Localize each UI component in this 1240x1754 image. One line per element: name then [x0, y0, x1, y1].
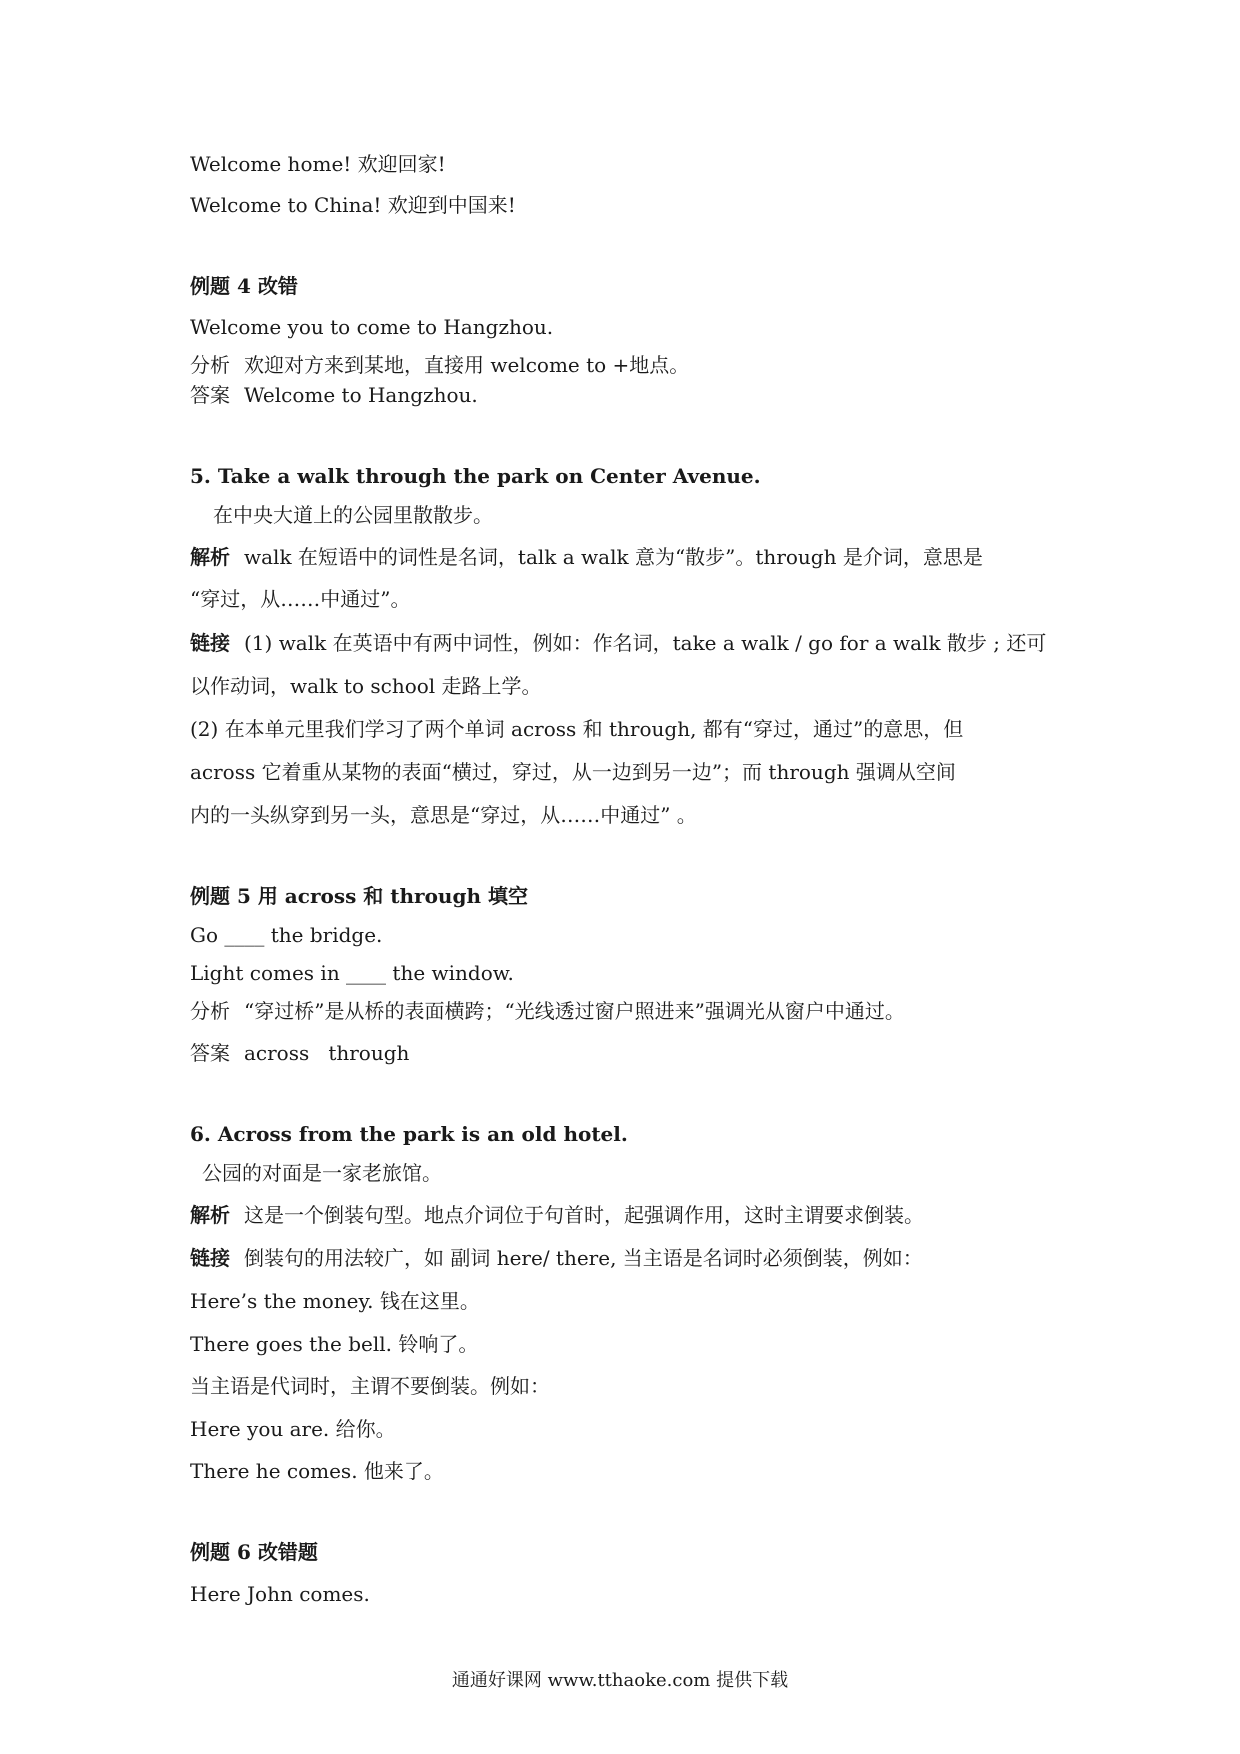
- analysis-text-2: “穿过桥”是从桥的表面横跨；“光线透过窗户照进来”强调光从窗户中通过。: [244, 999, 905, 1023]
- explanation-label-2: 解析: [190, 1203, 230, 1227]
- link-continued-1: 以作动词，walk to school 走路上学。: [190, 674, 542, 698]
- page-footer: 通通好课网 www.tthaoke.com 提供下载: [451, 1670, 789, 1691]
- example-sentence-he-comes: There he comes. 他来了。: [190, 1459, 444, 1483]
- section-heading-5: 5. Take a walk through the park on Center Avenue.: [190, 464, 761, 488]
- analysis-line-2: [190, 997, 905, 1025]
- example-sentence-welcome-home: Welcome home! 欢迎回家!: [190, 152, 446, 176]
- answer-label-2: 答案: [190, 1041, 230, 1065]
- answer-line-2: [190, 1039, 409, 1067]
- analysis-line: [190, 351, 689, 379]
- explanation-continued: “穿过，从……中通过”。: [190, 587, 411, 611]
- example-sentence-welcome-china: Welcome to China! 欢迎到中国来!: [190, 193, 516, 217]
- section-heading-6: 6. Across from the park is an old hotel.: [190, 1122, 628, 1146]
- answer-line: [190, 381, 478, 409]
- explanation-line-2: [190, 1201, 924, 1229]
- answer-text-2: across through: [244, 1041, 410, 1065]
- fill-blank-1: Go ____ the bridge.: [190, 923, 383, 947]
- pronoun-rule: 当主语是代词时，主谓不要倒装。例如：: [190, 1374, 550, 1398]
- link-text: (1) walk 在英语中有两中词性，例如：作名词，take a walk / go for a walk 散步 ; 还可: [244, 631, 1047, 655]
- example-sentence-money: Here’s the money. 钱在这里。: [190, 1289, 480, 1313]
- answer-label: 答案: [190, 383, 230, 407]
- explanation-line: [190, 543, 983, 571]
- question-sentence-2: Here John comes.: [190, 1582, 370, 1606]
- link-text-2: 倒装句的用法较广，如 副词 here/ there, 当主语是名词时必须倒装，例如：: [244, 1246, 923, 1270]
- translation-line-2: 公园的对面是一家老旅馆。: [202, 1161, 442, 1185]
- section-heading-example-4: 例题 4 改错: [190, 274, 298, 298]
- link-line-2: [190, 1244, 923, 1272]
- link-continued-3: across 它着重从某物的表面“横过，穿过，从一边到另一边”；而 through 强调从空间: [190, 760, 956, 784]
- link-continued-2: (2) 在本单元里我们学习了两个单词 across 和 through, 都有“穿过，通过”的意思，但: [190, 717, 964, 741]
- analysis-text: 欢迎对方来到某地，直接用 welcome to +地点。: [244, 353, 690, 377]
- answer-text: Welcome to Hangzhou.: [244, 383, 478, 407]
- analysis-label-2: 分析: [190, 999, 230, 1023]
- explanation-label: 解析: [190, 545, 230, 569]
- section-heading-example-6: 例题 6 改错题: [190, 1540, 318, 1564]
- link-continued-4: 内的一头纵穿到另一头，意思是“穿过，从……中通过” 。: [190, 803, 697, 827]
- section-heading-example-5: 例题 5 用 across 和 through 填空: [190, 884, 528, 908]
- fill-blank-2: Light comes in ____ the window.: [190, 961, 514, 985]
- example-sentence-here-you-are: Here you are. 给你。: [190, 1417, 396, 1441]
- explanation-text-2: 这是一个倒装句型。地点介词位于句首时，起强调作用，这时主谓要求倒装。: [244, 1203, 924, 1227]
- explanation-text: walk 在短语中的词性是名词，talk a walk 意为“散步”。through 是介词，意思是: [244, 545, 983, 569]
- link-label-2: 链接: [190, 1246, 230, 1270]
- translation-line: 在中央大道上的公园里散散步。: [213, 503, 493, 527]
- question-sentence: Welcome you to come to Hangzhou.: [190, 315, 554, 339]
- link-line: [190, 629, 1046, 657]
- analysis-label: 分析: [190, 353, 230, 377]
- link-label: 链接: [190, 631, 230, 655]
- example-sentence-bell: There goes the bell. 铃响了。: [190, 1332, 479, 1356]
